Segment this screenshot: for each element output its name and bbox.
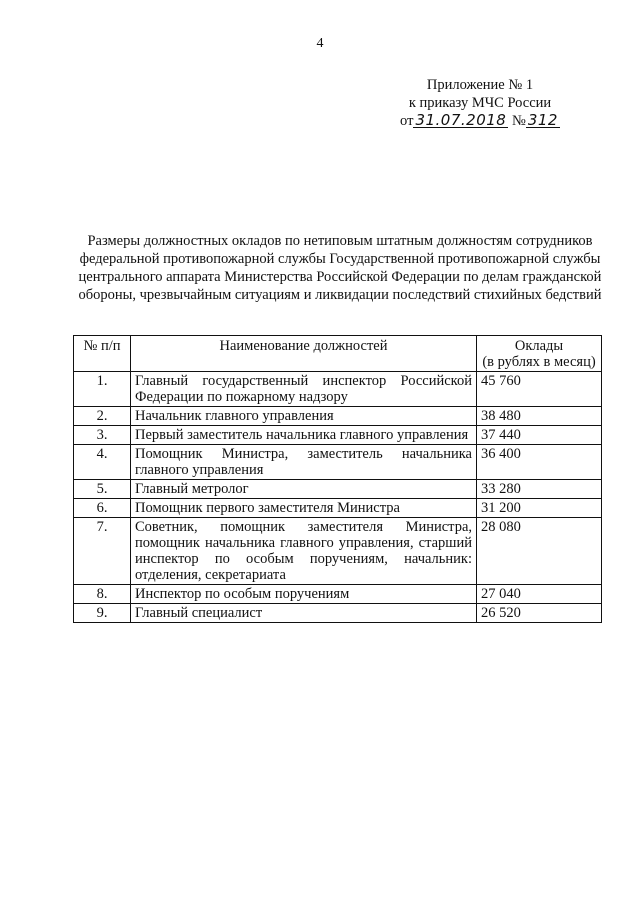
row-position-name: Помощник первого заместителя Министра [131, 499, 477, 518]
salary-table [73, 335, 602, 623]
row-position-name: Главный специалист [131, 604, 477, 623]
row-position-name: Главный государственный инспектор Российской Федерации по пожарному надзору [131, 372, 477, 407]
row-number: 9. [74, 604, 131, 623]
row-position-name: Первый заместитель начальника главного управления [131, 426, 477, 445]
row-number: 2. [74, 407, 131, 426]
table-row [74, 480, 602, 499]
row-salary: 31 200 [477, 499, 602, 518]
row-number: 8. [74, 585, 131, 604]
row-number: 3. [74, 426, 131, 445]
header-salary [477, 336, 602, 372]
row-salary: 45 760 [477, 372, 602, 407]
appendix-order-ref: к приказу МЧС России [408, 95, 552, 111]
row-salary: 26 520 [477, 604, 602, 623]
row-number: 5. [74, 480, 131, 499]
row-number: 1. [74, 372, 131, 407]
number-prefix: № [511, 113, 526, 129]
row-position-name: Начальник главного управления [131, 407, 477, 426]
handwritten-number: 312 [527, 111, 558, 129]
table-row [74, 445, 602, 480]
header-position-name: Наименование должностей [131, 336, 477, 372]
row-salary: 27 040 [477, 585, 602, 604]
row-position-name: Помощник Министра, заместитель начальника главного управления [131, 445, 477, 480]
header-number: № п/п [74, 336, 131, 372]
row-position-name: Советник, помощник заместителя Министра, помощник начальника главного управления, старший инспектор по особым поручениям, начальник: отделения, секретариата [131, 518, 477, 585]
row-position-name: Инспектор по особым поручениям [131, 585, 477, 604]
row-number: 7. [74, 518, 131, 585]
appendix-title: Приложение № 1 [426, 77, 534, 93]
row-number: 4. [74, 445, 131, 480]
handwritten-date: 31.07.2018 [415, 111, 507, 129]
appendix-date-line [360, 112, 600, 130]
appendix-block [360, 76, 600, 130]
row-salary: 38 480 [477, 407, 602, 426]
date-prefix: от [400, 113, 414, 129]
table-row [74, 407, 602, 426]
row-salary: 33 280 [477, 480, 602, 499]
row-number: 6. [74, 499, 131, 518]
table-row [74, 372, 602, 407]
page-number: 4 [316, 36, 324, 51]
table-header-row [74, 336, 602, 372]
table-row [74, 426, 602, 445]
header-salary-line2: (в рублях в месяц) [482, 354, 596, 370]
table-row [74, 518, 602, 585]
row-salary: 36 400 [477, 445, 602, 480]
document-title: Размеры должностных окладов по нетиповым штатным должностям сотрудников федеральной противопожарной службы Государственной противопожарной службы центрального аппарата Министерства Российской Федерации по делам гражданской обороны, чрезвычайным ситуациям и ликвидации последствий стихийных бедствий [78, 233, 602, 303]
table-row [74, 585, 602, 604]
row-salary: 28 080 [477, 518, 602, 585]
row-salary: 37 440 [477, 426, 602, 445]
header-salary-line1: Оклады [514, 338, 564, 354]
row-position-name: Главный метролог [131, 480, 477, 499]
table-row [74, 604, 602, 623]
table-row [74, 499, 602, 518]
